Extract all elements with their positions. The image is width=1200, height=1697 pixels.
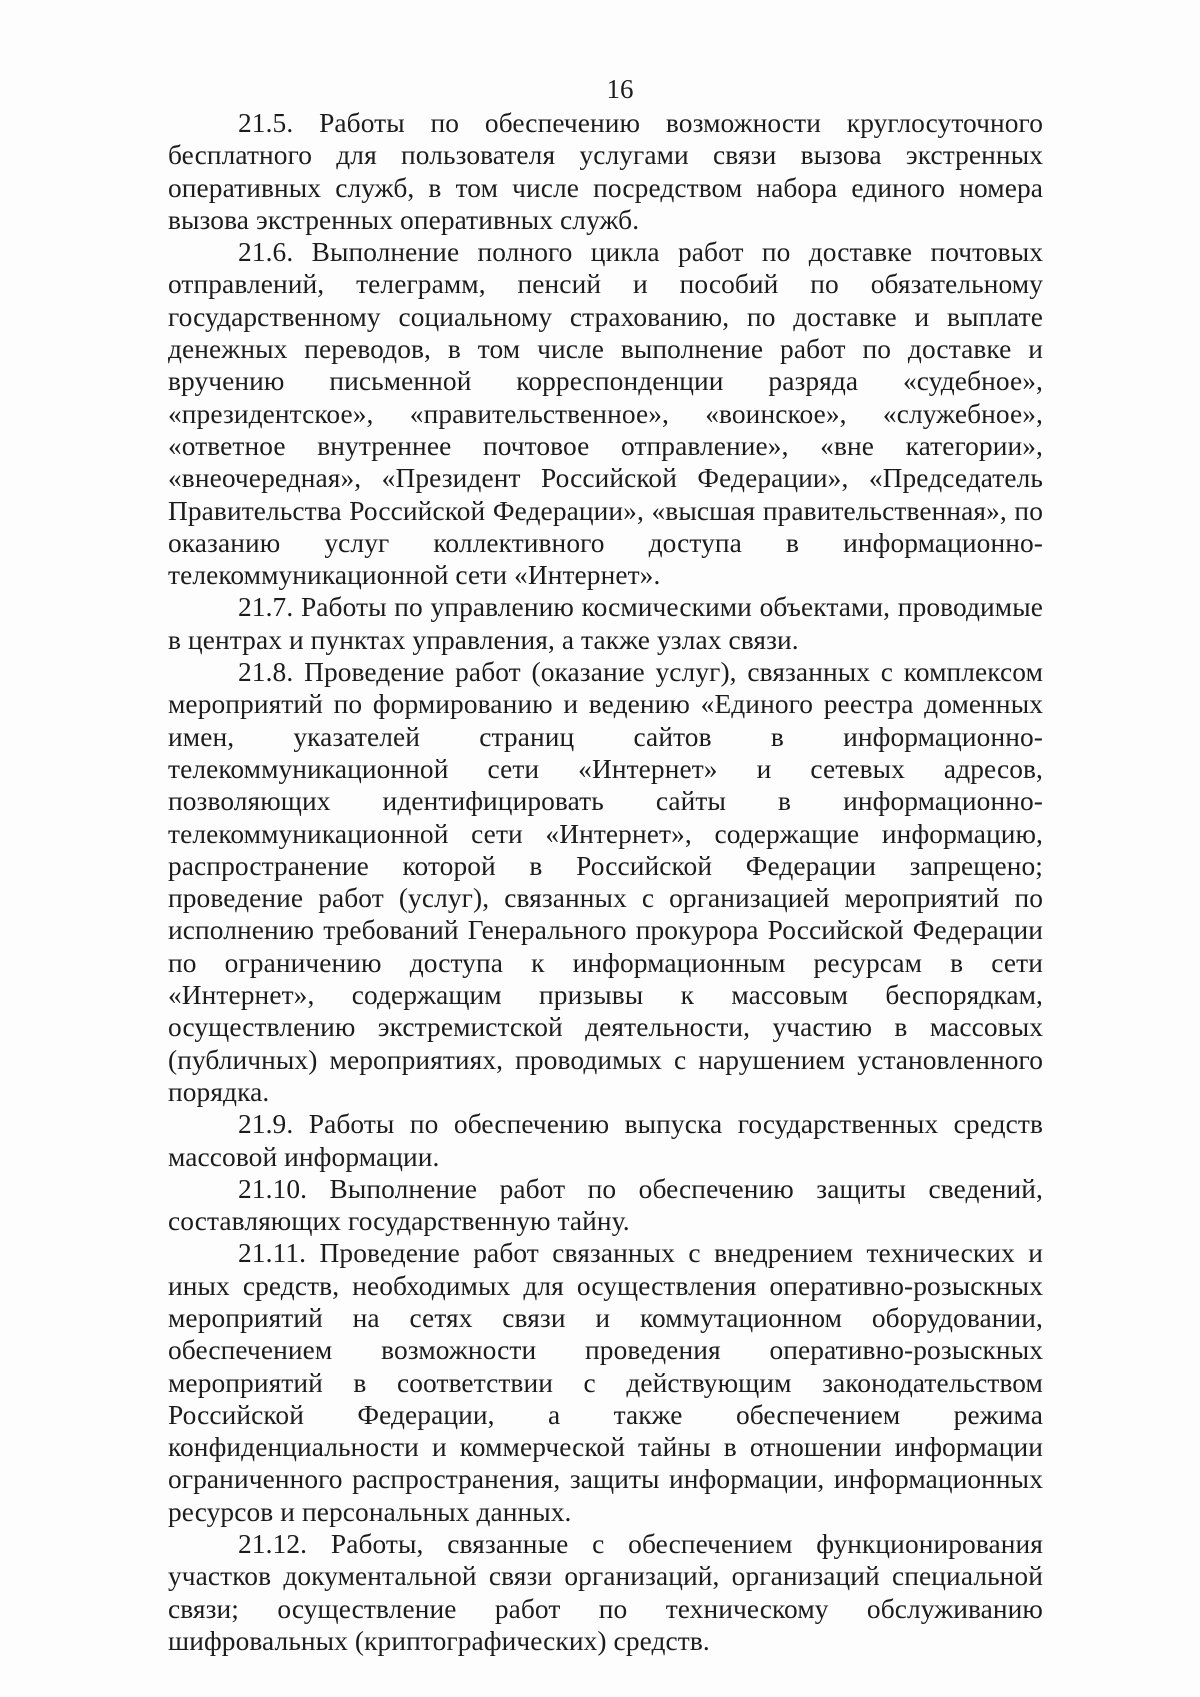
paragraph-number: 21.10. [238, 1173, 308, 1204]
paragraph-21-5 [168, 107, 1043, 236]
paragraph-number: 21.8. [238, 657, 294, 688]
paragraph-21-7 [168, 591, 1043, 656]
paragraph-21-8 [168, 656, 1043, 1108]
paragraph-21-12 [168, 1528, 1043, 1657]
paragraph-number: 21.5. [238, 108, 294, 138]
paragraph-number: 21.9. [238, 1109, 294, 1140]
paragraph-text: Проведение работ (оказание услуг), связанных с комплексом мероприятий по формированию и ведению «Единого реестра доменных имен, указателей страниц сайтов в информационно-телекоммуникационной сети «Интернет» и сетевых адресов, позволяющих идентифицировать сайты в информационно-телекоммуникационной сети «Интернет», содержащие информацию, распространение которой в Российской Федерации запрещено; проведение работ (услуг), связанных с организацией мероприятий по исполнению требований Генерального прокурора Российской Федерации по ограничению доступа к информационным ресурсам в сети «Интернет», содержащим призывы к массовым беспорядкам, осуществлению экстремистской деятельности, участию в массовых (публичных) мероприятиях, проводимых с нарушением установленного порядка. [168, 657, 1043, 1107]
paragraph-21-6 [168, 236, 1043, 591]
paragraph-text: Проведение работ связанных с внедрением технических и иных средств, необходимых для осуществления оперативно-розыскных мероприятий на сетях связи и коммутационном оборудовании, обеспечением возможности проведения оперативно-розыскных мероприятий в соответствии с действующим законодательством Российской Федерации, а также обеспечением режима конфиденциальности и коммерческой тайны в отношении информации ограниченного распространения, защиты информации, информационных ресурсов и персональных данных. [168, 1238, 1044, 1527]
paragraph-number: 21.6. [238, 237, 294, 268]
paragraph-text: Работы, связанные с обеспечением функционирования участков документальной связи организаций, организаций специальной связи; осуществление работ по техническому обслуживанию шифровальных (криптографических) средств. [168, 1529, 1043, 1656]
paragraph-21-11 [168, 1237, 1043, 1528]
paragraph-text: Работы по управлению космическими объектами, проводимые в центрах и пунктах управления, а также узлах связи. [168, 592, 1043, 655]
page-number: 16 [606, 74, 634, 104]
paragraph-text: Работы по обеспечению выпуска государственных средств массовой информации. [168, 1109, 1043, 1172]
paragraph-text: Работы по обеспечению возможности круглосуточного бесплатного для пользователя услугами связи вызова экстренных оперативных служб, в том числе посредством набора единого номера вызова экстренных оперативных служб. [168, 108, 1043, 235]
paragraph-21-10 [168, 1173, 1043, 1238]
paragraph-text: Выполнение работ по обеспечению защиты сведений, составляющих государственную тайну. [168, 1173, 1043, 1237]
paragraph-21-9 [168, 1108, 1043, 1173]
paragraph-number: 21.7. [238, 592, 294, 623]
document-body [168, 107, 1043, 1657]
paragraph-number: 21.12. [238, 1529, 308, 1560]
paragraph-number: 21.11. [238, 1238, 307, 1269]
paragraph-text: Выполнение полного цикла работ по доставке почтовых отправлений, телеграмм, пенсий и пособий по обязательному государственному социальному страхованию, по доставке и выплате денежных переводов, в том числе выполнение работ по доставке и вручению письменной корреспонденции разряда «судебное», «президентское», «правительственное», «воинское», «служебное», «ответное внутреннее почтовое отправление», «вне категории», «внеочередная», «Президент Российской Федерации», «Председатель Правительства Российской Федерации», «высшая правительственная», по оказанию услуг коллективного доступа в информационно-телекоммуникационной сети «Интернет». [168, 237, 1043, 591]
